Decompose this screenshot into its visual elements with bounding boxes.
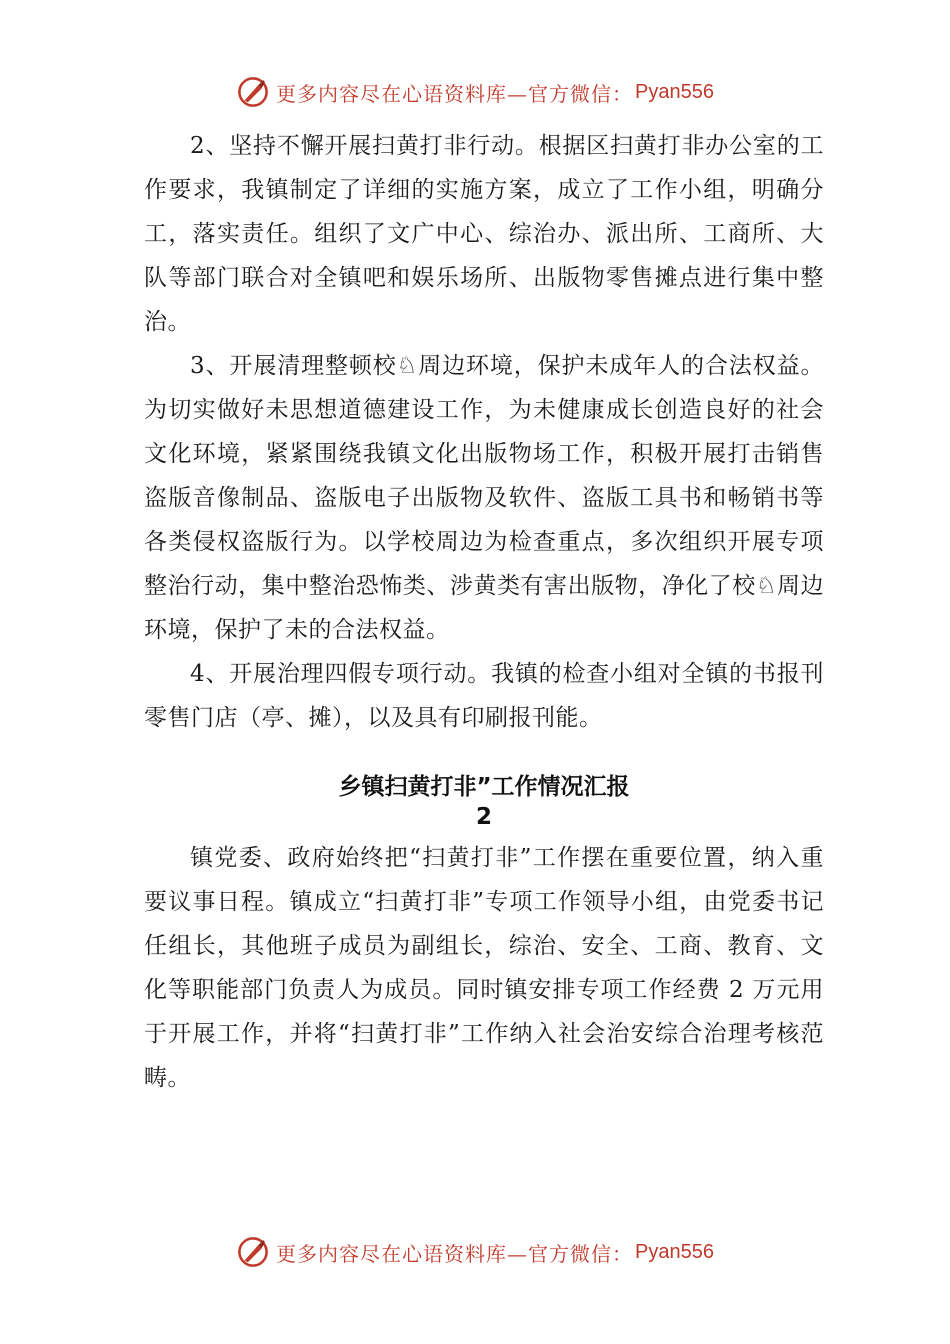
heading-number: 2 xyxy=(475,804,492,830)
pen-nib-logo-icon xyxy=(236,1235,270,1269)
paragraph: 4、开展治理四假专项行动。我镇的检查小组对全镇的书报刊零售门店（亭、摊），以及具有印刷报刊能。 xyxy=(144,661,824,731)
heading-title: 乡镇扫黄打非”工作情况汇报 xyxy=(338,774,630,800)
banner-wechat-id: Pyan556 xyxy=(635,1240,714,1263)
section-heading xyxy=(144,772,824,832)
paragraph: 2、坚持不懈开展扫黄打非行动。根据区扫黄打非办公室的工作要求，我镇制定了详细的实施方案，成立了工作小组，明确分工，落实责任。组织了文广中心、综治办、派出所、工商所、大队等部门联合对全镇吧和娱乐场所、出版物零售摊点进行集中整治。 xyxy=(144,133,824,335)
header-banner xyxy=(0,72,950,112)
banner-text: 更多内容尽在心语资料库—官方微信： xyxy=(276,1241,634,1266)
document-body xyxy=(144,124,824,1100)
pen-nib-logo-icon xyxy=(236,75,270,109)
banner-wechat-id: Pyan556 xyxy=(635,80,714,103)
footer-banner xyxy=(0,1232,950,1272)
paragraph: 3、开展清理整顿校♘周边环境，保护未成年人的合法权益。为切实做好未思想道德建设工作，为未健康成长创造良好的社会文化环境，紧紧围绕我镇文化出版物场工作，积极开展打击销售盗版音像制品、盗版电子出版物及软件、盗版工具书和畅销书等各类侵权盗版行为。以学校周边为检查重点，多次组织开展专项整治行动，集中整治恐怖类、涉黄类有害出版物，净化了校♘周边环境，保护了未的合法权益。 xyxy=(144,353,824,643)
paragraph: 镇党委、政府始终把“扫黄打非”工作摆在重要位置，纳入重要议事日程。镇成立“扫黄打非”专项工作领导小组，由党委书记任组长，其他班子成员为副组长，综治、安全、工商、教育、文化等职能部门负责人为成员。同时镇安排专项工作经费 2 万元用于开展工作，并将“扫黄打非”工作纳入社会治安综合治理考核范畴。 xyxy=(144,845,824,1091)
banner-text: 更多内容尽在心语资料库—官方微信： xyxy=(276,81,634,106)
